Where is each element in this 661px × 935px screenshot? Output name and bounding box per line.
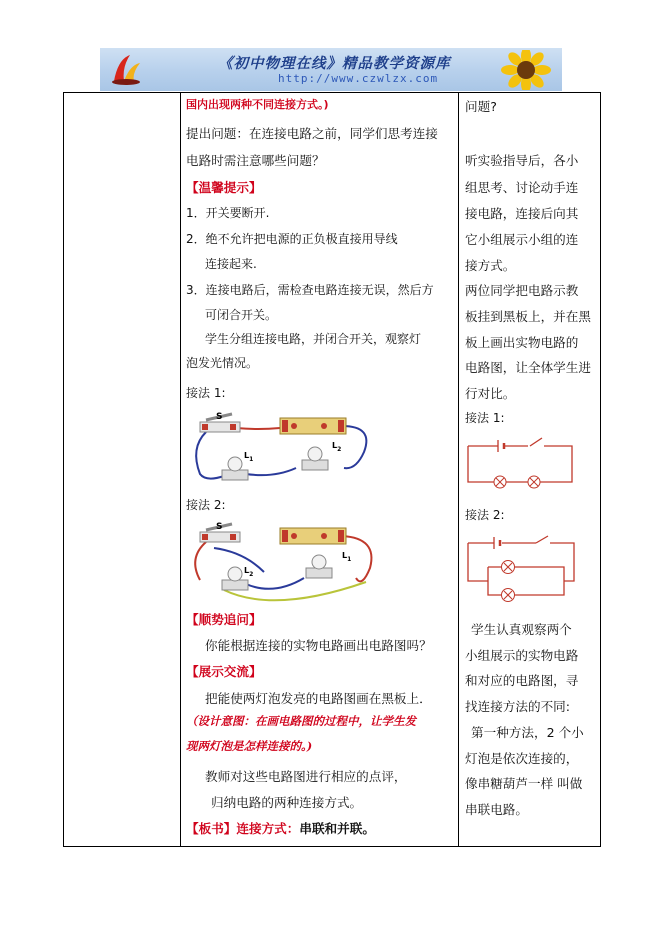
board-line — [186, 818, 375, 837]
question-line-2: 电路时需注意哪些问题？ — [186, 153, 325, 168]
right-line-2: 组思考、讨论动手连 — [465, 180, 579, 195]
lamp-2-label: $L_2$ — [244, 566, 254, 578]
summary-text: 归纳电路的两种连接方式。 — [211, 795, 363, 810]
tip-3a: 3．连接电路后，需检查电路连接无误，然后方 — [186, 283, 434, 297]
group-line-1: 学生分组连接电路，并闭合开关，观察灯 — [205, 332, 422, 346]
table-right-border — [600, 92, 601, 847]
right-line-1: 听实验指导后，各小 — [465, 153, 579, 168]
right-line-9: 电路图，让全体学生进 — [465, 360, 591, 375]
teacher-comment: 教师对这些电路图进行相应的点评， — [205, 769, 407, 784]
right-line-17: 像串糖葫芦一样 叫做 — [465, 776, 583, 791]
series-circuit-diagram — [464, 434, 576, 490]
battery-icon — [280, 528, 346, 544]
board-label: 连接方式： — [236, 821, 300, 836]
right-line-13: 和对应的电路图，寻 — [465, 673, 579, 688]
right-line-5: 接方式。 — [465, 258, 516, 273]
tip-heading: 【温馨提示】 — [186, 180, 262, 195]
design-note-2: 现两灯泡是怎样连接的。) — [186, 739, 313, 753]
lamp-icon — [222, 457, 248, 480]
method-2-label: 接法 2: — [186, 498, 226, 512]
logo-icon — [108, 51, 144, 87]
right-line-12: 小组展示的实物电路 — [465, 648, 579, 663]
right-line-15: 第一种方法，2 个小 — [471, 725, 584, 740]
tip-2b: 连接起来. — [205, 257, 257, 271]
banner-url[interactable]: http://www.czwlzx.com — [278, 72, 439, 85]
table-bottom-border — [63, 846, 601, 847]
right-line-7: 板挂到黑板上，并在黑 — [465, 309, 591, 324]
header-banner — [100, 48, 562, 91]
follow-heading: 【顺势追问】 — [186, 612, 262, 627]
right-line-4: 它小组展示小组的连 — [465, 232, 579, 247]
table-top-border — [63, 92, 601, 93]
column-divider-2 — [458, 92, 459, 847]
lamp-2-label: $L_2$ — [332, 441, 342, 453]
tip-2a: 2．绝不允许把电源的正负极直接用导线 — [186, 232, 398, 246]
banner-title: 《初中物理在线》精品教学资源库 — [218, 55, 451, 72]
parallel-circuit-diagram — [464, 533, 578, 609]
board-value: 串联和并联。 — [299, 821, 375, 836]
sunflower-icon — [496, 50, 556, 90]
right-line-11: 学生认真观察两个 — [471, 622, 572, 637]
right-line-10: 行对比。 — [465, 386, 516, 401]
switch-label: S — [216, 412, 223, 422]
design-note-1: （设计意图：在画电路图的过程中，让学生发 — [186, 714, 416, 728]
battery-icon — [280, 418, 346, 434]
lamp-icon — [302, 447, 328, 470]
parallel-circuit-photo — [184, 518, 378, 604]
question-line-1: 提出问题：在连接电路之前，同学们思考连接 — [186, 126, 438, 141]
right-line-16: 灯泡是依次连接的， — [465, 751, 579, 766]
right-line-3: 接电路，连接后向其 — [465, 206, 579, 221]
lamp-1-label: $L_1$ — [244, 451, 254, 463]
board-heading: 【板书】 — [186, 821, 237, 836]
right-line-6: 两位同学把电路示教 — [465, 283, 579, 298]
show-text: 把能使两灯泡发亮的电路图画在黑板上． — [205, 691, 432, 706]
lamp-symbol-icon — [502, 561, 515, 574]
right-method-2-label: 接法 2: — [465, 508, 505, 522]
switch-label: S — [216, 522, 223, 532]
lamp-symbol-icon — [494, 476, 506, 488]
intro-line: 国内出现两种不同连接方式。) — [186, 98, 329, 111]
right-line-8: 板上画出实物电路的 — [465, 335, 579, 350]
lamp-1-label: $L_1$ — [342, 551, 352, 563]
right-line-14: 找连接方法的不同: — [465, 699, 570, 714]
follow-text: 你能根据连接的实物电路画出电路图吗？ — [205, 638, 432, 653]
method-1-label: 接法 1: — [186, 386, 226, 400]
show-heading: 【展示交流】 — [186, 664, 262, 679]
table-left-border — [63, 92, 64, 847]
lamp-icon — [306, 555, 332, 578]
tip-1: 1．开关要断开. — [186, 206, 270, 220]
right-method-1-label: 接法 1: — [465, 411, 505, 425]
lamp-symbol-icon — [528, 476, 540, 488]
series-circuit-photo — [184, 408, 374, 490]
lamp-symbol-icon — [502, 589, 515, 602]
column-divider-1 — [180, 92, 181, 847]
tip-3b: 可闭合开关。 — [205, 308, 278, 322]
right-line-18: 串联电路。 — [465, 802, 528, 817]
right-line-0: 问题? — [465, 99, 497, 114]
group-line-2: 泡发光情况。 — [186, 356, 259, 370]
